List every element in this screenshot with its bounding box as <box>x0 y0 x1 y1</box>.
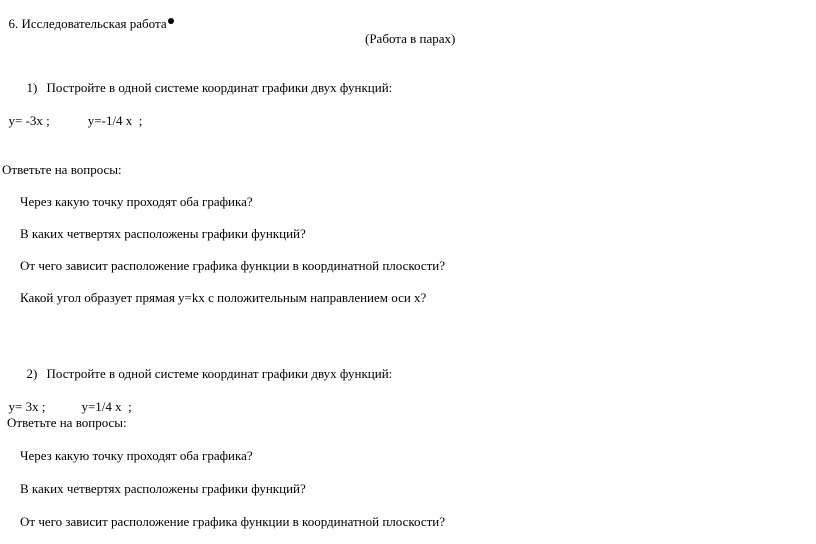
task1-number: 1) <box>26 80 38 95</box>
task1-question-3: От чего зависит расположение графика функции в координатной плоскости? <box>20 258 446 273</box>
task2-instruction <box>20 350 392 382</box>
task2-question-3: От чего зависит расположение графика функции в координатной плоскости? <box>20 514 446 529</box>
task2-function-b: y=1/4 x ; <box>81 399 132 414</box>
task1-question-4: Какой угол образует прямая y=kx с положительным направлением оси x? <box>20 290 427 305</box>
section-heading-text: 6. Исследовательская работа <box>8 16 167 31</box>
task1-instruction-text: Постройте в одной системе координат графики двух функций: <box>46 80 393 95</box>
task1-question-2: В каких четвертях расположены графики функций? <box>20 226 306 241</box>
task2-question-2: В каких четвертях расположены графики функций? <box>20 481 306 496</box>
task1-answer-prompt: Ответьте на вопросы: <box>2 162 122 177</box>
task1-question-1: Через какую точку проходят оба графика? <box>20 194 253 209</box>
task2-function-a: y= 3x ; <box>8 399 46 414</box>
task1-function-b: y=-1/4 x ; <box>87 113 143 128</box>
task2-number: 2) <box>26 366 38 381</box>
subtitle: (Работа в парах) <box>365 31 456 46</box>
task1-function-a: y= -3x ; <box>8 113 50 128</box>
task2-functions <box>2 383 132 415</box>
task1-instruction <box>20 64 392 96</box>
task1-functions <box>2 97 142 129</box>
task2-instruction-text: Постройте в одной системе координат графики двух функций: <box>46 366 393 381</box>
task2-answer-prompt: Ответьте на вопросы: <box>7 415 127 430</box>
task2-question-1: Через какую точку проходят оба графика? <box>20 448 253 463</box>
section-heading <box>2 0 174 32</box>
bullet-dot-icon <box>168 18 174 24</box>
